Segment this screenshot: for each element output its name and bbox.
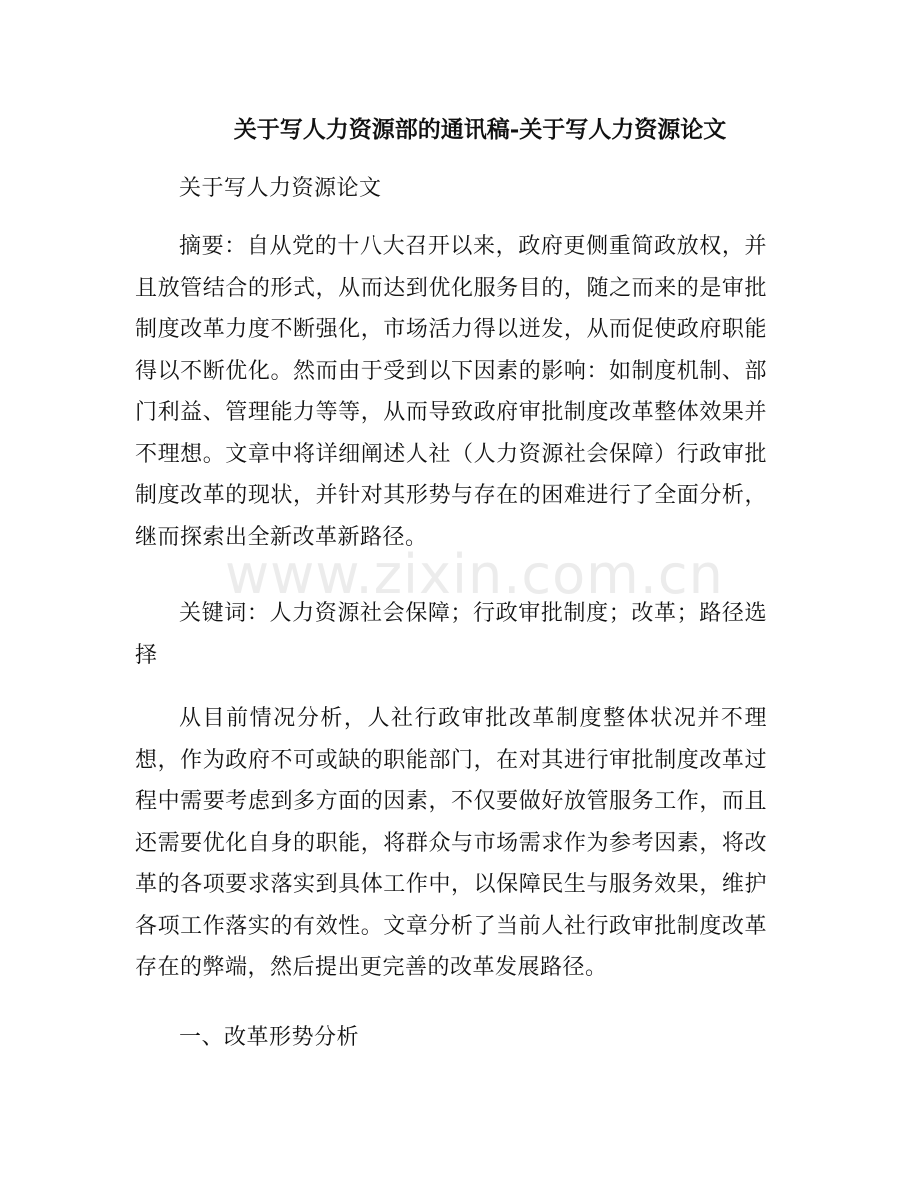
abstract-paragraph: 摘要：自从党的十八大召开以来，政府更侧重简政放权，并且放管结合的形式，从而达到优化服务目的，随之而来的是审批制度改革力度不断强化，市场活力得以迸发，从而促使政府职能得以不断优化。然而由于受到以下因素的影响：如制度机制、部门利益、管理能力等等，从而导致政府审批制度改革整体效果并不理想。文章中将详细阐述人社（人力资源社会保障）行政审批制度改革的现状，并针对其形势与存在的困难进行了全面分析，继而探索出全新改革新路径。 bbox=[135, 234, 767, 550]
watermark: www.zixin.com.cn bbox=[225, 543, 724, 606]
document-subtitle: 关于写人力资源论文 bbox=[179, 176, 382, 201]
body-paragraph: 从目前情况分析，人社行政审批改革制度整体状况并不理想，作为政府不可或缺的职能部门，在对其进行审批制度改革过程中需要考虑到多方面的因素，不仅要做好放管服务工作，而且还需要优化自身的职能，将群众与市场需求作为参考因素，将改革的各项要求落实到具体工作中，以保障民生与服务效果，维护各项工作落实的有效性。文章分析了当前人社行政审批制度改革存在的弊端，然后提出更完善的改革发展路径。 bbox=[135, 706, 767, 980]
document-title: 关于写人力资源部的通讯稿-关于写人力资源论文 bbox=[233, 116, 727, 143]
keywords-paragraph: 关键词：人力资源社会保障；行政审批制度；改革；路径选择 bbox=[135, 601, 767, 668]
section-heading: 一、改革形势分析 bbox=[179, 1025, 360, 1050]
